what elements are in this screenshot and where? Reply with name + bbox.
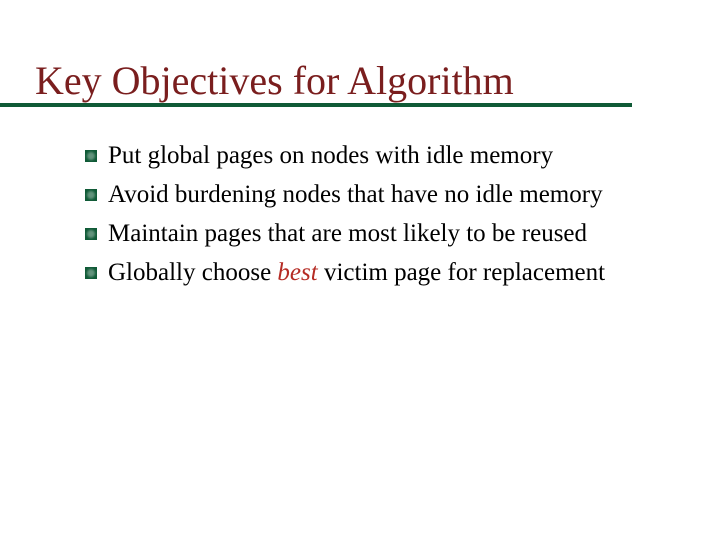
bullet-text — [108, 259, 605, 286]
bullet-item — [85, 258, 605, 288]
slide-title: Key Objectives for Algorithm — [35, 58, 514, 103]
emphasis-word: best — [277, 259, 318, 286]
bullet-square-icon — [85, 267, 97, 279]
bullet-text-prefix: Globally choose — [108, 259, 278, 286]
bullet-item — [85, 180, 603, 210]
bullet-item — [85, 141, 553, 171]
bullet-text: Put global pages on nodes with idle memory — [108, 142, 554, 169]
bullet-text: Avoid burdening nodes that have no idle memory — [108, 181, 603, 208]
title-underline — [0, 103, 632, 107]
bullet-square-icon — [85, 189, 97, 201]
bullet-square-icon — [85, 228, 97, 240]
bullet-item — [85, 219, 587, 249]
bullet-text-suffix: victim page for replacement — [317, 259, 606, 286]
bullet-text: Maintain pages that are most likely to be reused — [108, 220, 588, 247]
bullet-square-icon — [85, 150, 97, 162]
